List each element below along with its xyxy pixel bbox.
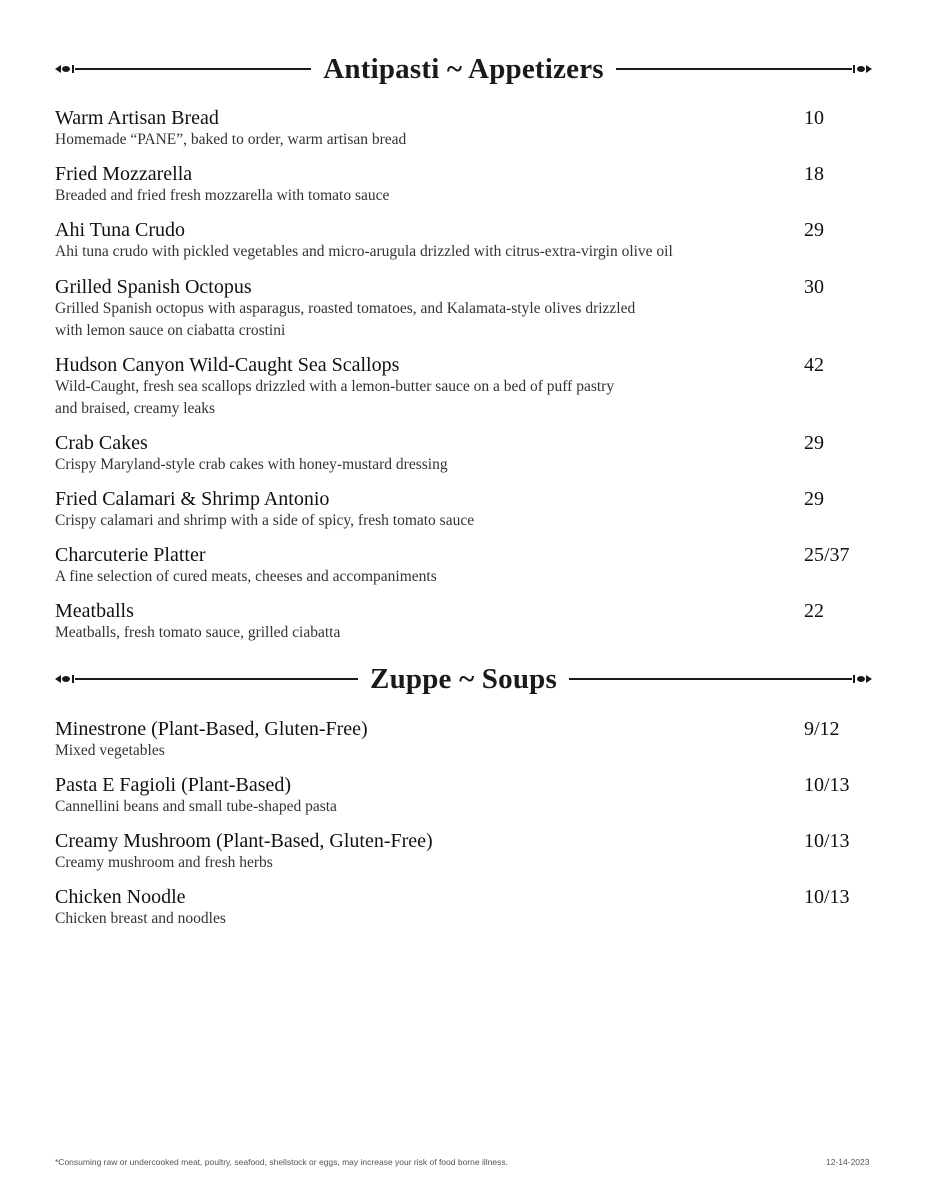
item-name: Warm Artisan Bread — [55, 107, 219, 129]
item-description: Crispy calamari and shrimp with a side of spicy, fresh tomato sauce — [55, 512, 475, 529]
soups-header — [55, 662, 872, 696]
item-name: Grilled Spanish Octopus — [55, 276, 252, 298]
item-name: Crab Cakes — [55, 432, 148, 454]
item-name: Minestrone (Plant-Based, Gluten-Free) — [55, 718, 368, 740]
item-description: Homemade “PANE”, baked to order, warm artisan bread — [55, 131, 407, 148]
footer-date: 12-14-2023 — [826, 1157, 870, 1167]
item-name: Creamy Mushroom (Plant-Based, Gluten-Free) — [55, 830, 433, 852]
item-description-line: with lemon sauce on ciabatta crostini — [55, 322, 286, 339]
item-description: Mixed vegetables — [55, 742, 165, 759]
footer-disclaimer: *Consuming raw or undercooked meat, poultry, seafood, shellstock or eggs, may increase your risk of food borne illness. — [55, 1157, 508, 1167]
left-divider-ornament — [55, 671, 358, 687]
item-price: 9/12 — [804, 718, 840, 740]
section-title-soups: Zuppe ~ Soups — [370, 662, 557, 695]
section-title-appetizers: Antipasti ~ Appetizers — [323, 52, 604, 85]
item-price: 42 — [804, 354, 824, 376]
item-description: Crispy Maryland-style crab cakes with honey-mustard dressing — [55, 456, 448, 473]
item-price: 29 — [804, 432, 824, 454]
item-description-line: Wild-Caught, fresh sea scallops drizzled with a lemon-butter sauce on a bed of puff pastry — [55, 378, 615, 395]
item-name: Chicken Noodle — [55, 886, 186, 908]
appetizers-header — [55, 52, 872, 86]
item-name: Hudson Canyon Wild-Caught Sea Scallops — [55, 354, 400, 376]
item-description — [55, 376, 755, 420]
item-description-line: Grilled Spanish octopus with asparagus, roasted tomatoes, and Kalamata-style olives drizzled — [55, 300, 636, 317]
item-price: 18 — [804, 163, 824, 185]
item-name: Meatballs — [55, 600, 134, 622]
item-name: Ahi Tuna Crudo — [55, 219, 186, 241]
item-description: Meatballs, fresh tomato sauce, grilled ciabatta — [55, 624, 341, 641]
item-name: Fried Mozzarella — [55, 163, 193, 185]
item-name: Fried Calamari & Shrimp Antonio — [55, 488, 330, 510]
item-description: A fine selection of cured meats, cheeses and accompaniments — [55, 568, 437, 585]
item-name: Pasta E Fagioli (Plant-Based) — [55, 774, 292, 796]
item-description: Chicken breast and noodles — [55, 910, 226, 927]
item-price: 29 — [804, 488, 824, 510]
item-price: 22 — [804, 600, 824, 622]
item-description: Breaded and fried fresh mozzarella with tomato sauce — [55, 187, 390, 204]
item-price: 10 — [804, 107, 824, 129]
left-divider-ornament — [55, 61, 311, 77]
item-price: 10/13 — [804, 886, 850, 908]
item-price: 10/13 — [804, 830, 850, 852]
item-description — [55, 298, 755, 342]
item-description: Cannellini beans and small tube-shaped pasta — [55, 798, 337, 815]
item-name: Charcuterie Platter — [55, 544, 206, 566]
item-price: 10/13 — [804, 774, 850, 796]
item-price: 25/37 — [804, 544, 850, 566]
item-description: Ahi tuna crudo with pickled vegetables and micro-arugula drizzled with citrus-extra-virgin olive oil — [55, 243, 673, 260]
right-divider-ornament — [569, 671, 872, 687]
right-divider-ornament — [616, 61, 872, 77]
item-price: 30 — [804, 276, 824, 298]
item-description-line: and braised, creamy leaks — [55, 400, 216, 417]
item-description: Creamy mushroom and fresh herbs — [55, 854, 273, 871]
item-price: 29 — [804, 219, 824, 241]
